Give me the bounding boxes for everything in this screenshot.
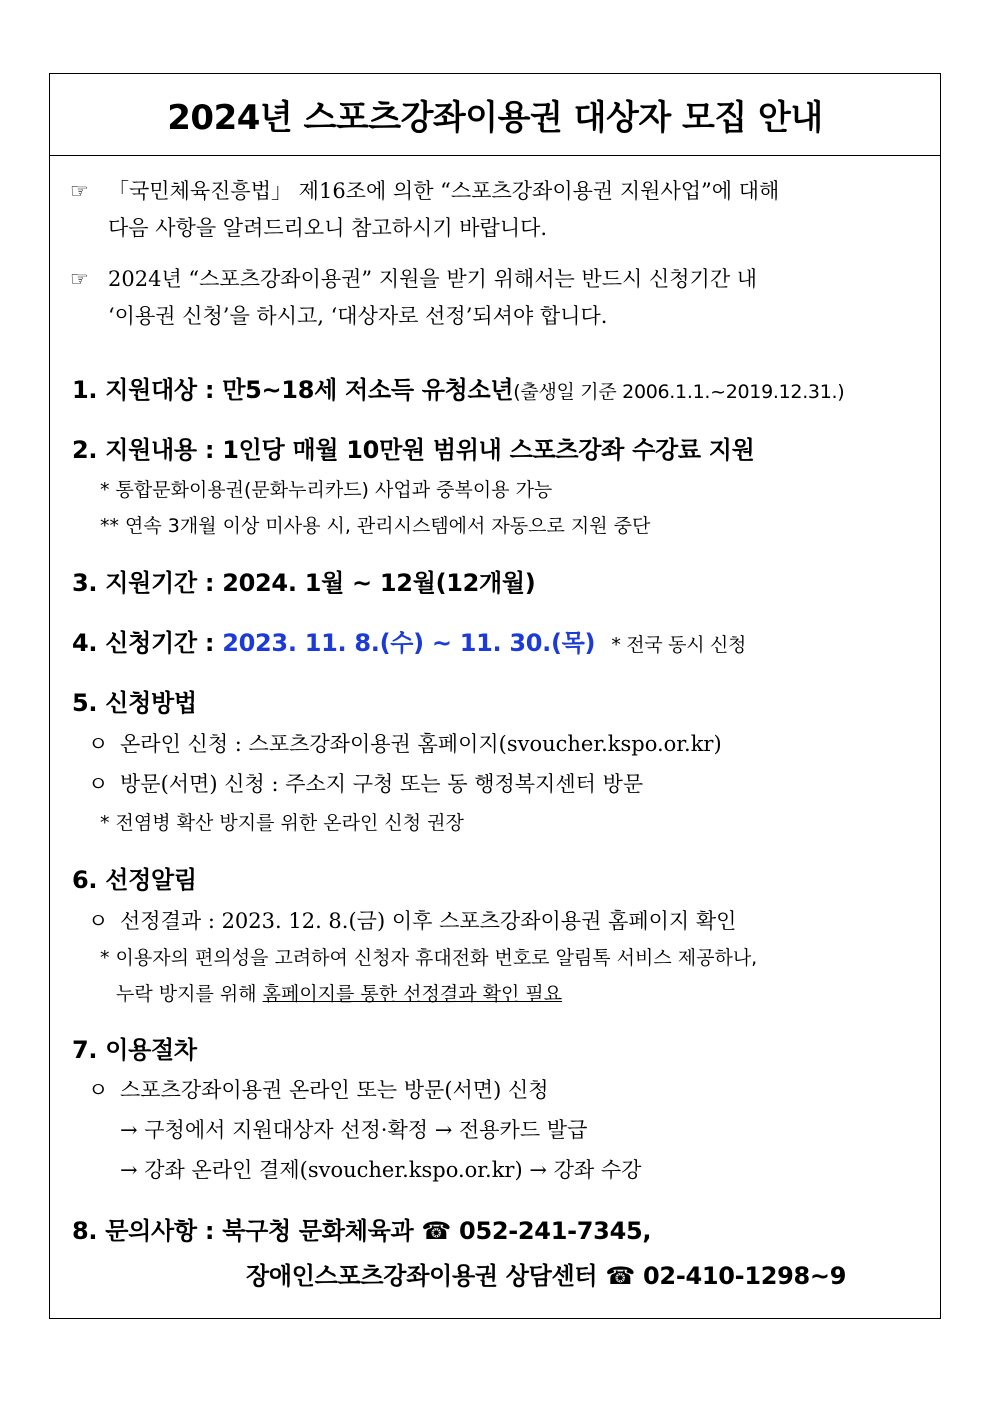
section-7-item1-text: 스포츠강좌이용권 온라인 또는 방문(서면) 신청 — [120, 1078, 549, 1102]
section-5-item2-text: 방문(서면) 신청 : 주소지 구청 또는 동 행정복지센터 방문 — [120, 772, 644, 796]
section-4-value: 2023. 11. 8.(수) ~ 11. 30.(목) — [222, 629, 596, 657]
pointing-hand-icon: ☞ — [70, 179, 89, 203]
intro-p2-line1: 2024년 “스포츠강좌이용권” 지원을 받기 위해서는 반드시 신청기간 내 — [108, 267, 758, 291]
section-2-note-2: ** 연속 3개월 이상 미사용 시, 관리시스템에서 자동으로 지원 중단 — [100, 515, 651, 537]
section-5-item1-text: 온라인 신청 : 스포츠강좌이용권 홈페이지(svoucher.kspo.or.kr) — [120, 732, 722, 756]
section-5-item-visit — [88, 768, 643, 798]
section-3-period — [72, 563, 535, 598]
intro-p2-line2: ‘이용권 신청’을 하시고, ‘대상자로 선정’되셔야 합니다. — [108, 304, 608, 328]
section-1-target — [72, 370, 844, 405]
intro-paragraph-2 — [70, 261, 930, 335]
section-6-item-result — [88, 905, 736, 935]
section-8-contact-1: 북구청 문화체육과 ☎ 052-241-7345, — [222, 1217, 652, 1245]
section-6-note-line1: * 이용자의 편의성을 고려하여 신청자 휴대전화 번호로 알림톡 서비스 제공하나, — [100, 947, 758, 969]
circle-bullet-icon: ㅇ — [88, 732, 109, 756]
section-6-note-line2-a: 누락 방지를 위해 — [116, 983, 263, 1005]
section-1-label: 1. 지원대상 : — [72, 376, 223, 404]
section-2-content — [72, 430, 755, 465]
section-8-label: 8. 문의사항 : — [72, 1217, 223, 1245]
section-8-contact-2: 장애인스포츠강좌이용권 상담센터 ☎ 02-410-1298~9 — [246, 1262, 847, 1290]
section-6-note-line2-underlined: 홈페이지를 통한 선정결과 확인 필요 — [262, 983, 563, 1005]
page-title: 2024년 스포츠강좌이용권 대상자 모집 안내 — [50, 74, 940, 156]
pointing-hand-icon: ☞ — [70, 267, 89, 291]
intro-paragraph-1 — [70, 173, 930, 247]
section-7-procedure: 7. 이용절차 — [72, 1036, 197, 1064]
section-4-note: * 전국 동시 신청 — [611, 634, 747, 656]
section-3-label: 3. 지원기간 : — [72, 569, 223, 597]
circle-bullet-icon: ㅇ — [88, 772, 109, 796]
circle-bullet-icon: ㅇ — [88, 1078, 109, 1102]
section-6-note-line2 — [116, 979, 562, 1006]
section-6-notification: 6. 선정알림 — [72, 866, 197, 894]
section-4-application-period — [72, 623, 746, 658]
section-7-item — [88, 1074, 549, 1104]
section-8-inquiry — [72, 1211, 651, 1246]
section-5-note: * 전염병 확산 방지를 위한 온라인 신청 권장 — [100, 812, 464, 834]
section-1-value: 만5~18세 저소득 유청소년 — [222, 376, 514, 404]
intro-p1-line2: 다음 사항을 알려드리오니 참고하시기 바랍니다. — [108, 216, 548, 240]
section-1-note: (출생일 기준 2006.1.1.~2019.12.31.) — [513, 381, 845, 403]
section-2-value: 1인당 매월 10만원 범위내 스포츠강좌 수강료 지원 — [222, 436, 755, 464]
section-7-step-3: → 강좌 온라인 결제(svoucher.kspo.or.kr) → 강좌 수강 — [120, 1158, 642, 1182]
section-7-step-2: → 구청에서 지원대상자 선정·확정 → 전용카드 발급 — [120, 1118, 588, 1142]
section-3-value: 2024. 1월 ~ 12월(12개월) — [222, 569, 536, 597]
notice-frame — [49, 73, 941, 1319]
section-4-label: 4. 신청기간 : — [72, 629, 223, 657]
section-6-item1-text: 선정결과 : 2023. 12. 8.(금) 이후 스포츠강좌이용권 홈페이지 확인 — [120, 909, 737, 933]
circle-bullet-icon: ㅇ — [88, 909, 109, 933]
section-2-note-1: * 통합문화이용권(문화누리카드) 사업과 중복이용 가능 — [100, 479, 553, 501]
section-5-method: 5. 신청방법 — [72, 689, 197, 717]
intro-p1-line1: 「국민체육진흥법」 제16조에 의한 “스포츠강좌이용권 지원사업”에 대해 — [108, 179, 780, 203]
section-5-item-online — [88, 728, 722, 758]
section-2-label: 2. 지원내용 : — [72, 436, 223, 464]
